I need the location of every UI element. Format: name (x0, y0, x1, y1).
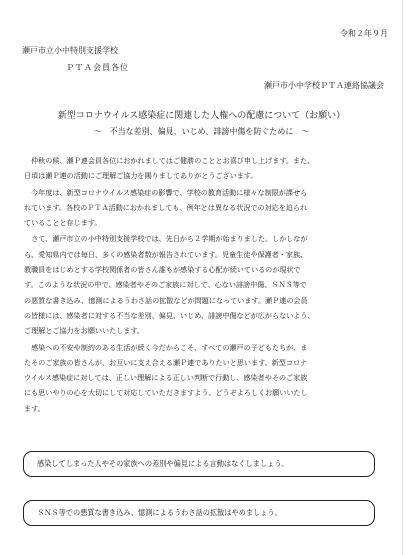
from-school: 瀬戸市立小中特別支援学校 (22, 46, 118, 55)
notice-box-sns: ＳＮＳ等での悪質な書き込み、憶測によるうわさ話の拡散はやめましょう。 (23, 500, 375, 526)
body-line: さて、瀬戸市立の小中特別支援学校では、先日から２学期が始まりました。しかしなが (24, 234, 308, 244)
body-line: 感染への不安や制約のある生活が続く今だからこそ、すべての瀬戸の子どもたちが、ま (24, 342, 308, 352)
body-line: 教職員をはじめとする学校関係者の皆さん誰もが感染する心配が続いているのが現状で (24, 265, 301, 275)
notice-box-discrimination: 感染してしまった人やその家族への差別や偏見による言動はなくしましょう。 (23, 451, 375, 477)
body-line: の皆様には、感染者に対する不当な差別、偏見、いじめ、誹謗中傷などが広がらないよう、 (24, 310, 315, 320)
body-line: ていることと存じます。 (24, 218, 102, 228)
body-line: の悪質な書き込み、憶測によるうわさ話の拡散などが問題になっています。瀬Ｐ連の会員 (24, 295, 308, 305)
body-line: 仲秋の候、瀬Ｐ連会員各位におかれましてはご健勝のこととお喜び申し上げます。また、 (24, 156, 315, 165)
body-line: ます。 (24, 403, 45, 413)
document-title: 新型コロナウイルス感染症に関連した人権への配慮について（お願い） (57, 111, 346, 121)
paragraph-closing (24, 340, 382, 416)
addressee: ＰＴＡ会員各位 (66, 63, 129, 72)
body-line: ご理解とご協力をお願いいたします。 (24, 326, 145, 336)
document-subtitle: ～ 不当な差別、偏見，いじめ、誹謗中傷を防ぐために ～ (93, 127, 310, 136)
body-line: ウイルス感染症に対しては、正しい理解による正しい判断で行動し、感染者やそのご家族 (24, 373, 308, 383)
body-line: れています。各校のＰＴＡ活動におかれましても、例年とは異なる状況での対応を迫られ (24, 202, 308, 212)
paragraph-greeting (24, 153, 382, 184)
body-line: 今年度は、新型コロナウイルス感染症の影響で、学校の教育活動に様々な制限が課せら (24, 187, 308, 197)
document-body (24, 153, 382, 417)
body-line: ら、愛知県内では毎日、多くの感染者数が報告されています。児童生徒や保護者・家族、 (24, 249, 308, 259)
sender: 瀬戸市小中学校ＰＴＡ連絡協議会 (264, 81, 384, 90)
paragraph-request (24, 231, 382, 338)
body-line: す。このような状況の中で、感染者やそのご家族に対して、心ない誹謗中傷、ＳＮＳ等で (24, 280, 307, 290)
document-date: 令和２年９月 (340, 29, 388, 38)
body-line: 日頃は瀬Ｐ連の活動にご理解ご協力を賜りましてありがとうございます。 (24, 171, 258, 181)
body-line: たそのご家族の皆さんが、お互いに支え合える瀬Ｐ連でありたいと思います。新型コロナ (24, 357, 308, 367)
body-line: にも思いやりの心を大切にして対応していただきますよう、どうぞよろしくお願いいたし (24, 388, 308, 398)
paragraph-this-year (24, 185, 382, 231)
